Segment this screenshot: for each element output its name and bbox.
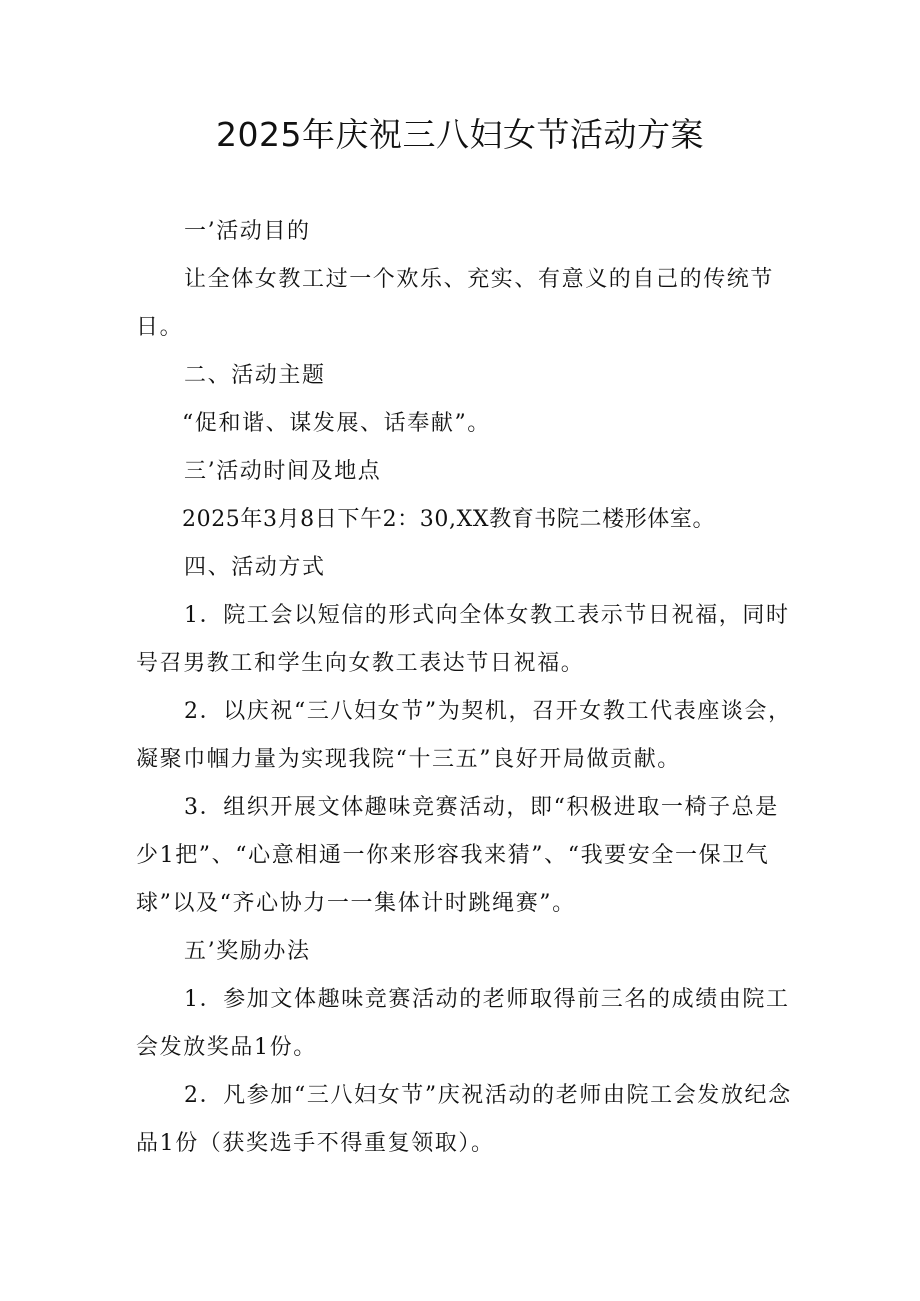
paragraph-time-place: 2025年3月8日下午2：30,XX教育书院二楼形体室。	[182, 507, 716, 532]
paragraph-rewards-2: 2．凡参加“三八妇女节”庆祝活动的老师由院工会发放纪念品1份（获奖选手不得重复领取）。	[136, 1083, 792, 1156]
section-heading-purpose: 一’活动目的	[184, 219, 311, 244]
paragraph-method-1: 1．院工会以短信的形式向全体女教工表示节日祝福，同时号召男教工和学生向女教工表达节日祝福。	[136, 603, 790, 676]
section-heading-time-place: 三’活动时间及地点	[184, 459, 382, 484]
paragraph-rewards-1: 1．参加文体趣味竞赛活动的老师取得前三名的成绩由院工会发放奖品1份。	[136, 987, 790, 1060]
document-title: 2025年庆祝三八妇女节活动方案	[216, 115, 704, 154]
paragraph-method-3: 3．组织开展文体趣味竞赛活动，即“积极进取一椅子总是少1把”、“心意相通一你来形容我来猜”、“我要安全一保卫气球”以及“齐心协力一一集体计时跳绳赛”。	[136, 795, 779, 916]
section-heading-rewards: 五’奖励办法	[184, 939, 311, 964]
section-heading-method: 四、活动方式	[184, 555, 326, 580]
document-body	[136, 208, 800, 1168]
paragraph-purpose: 让全体女教工过一个欢乐、充实、有意义的自己的传统节日。	[136, 267, 775, 340]
paragraph-theme: “促和谐、谋发展、话奉献”。	[182, 411, 491, 436]
paragraph-method-2: 2．以庆祝“三八妇女节”为契机，召开女教工代表座谈会，凝聚巾帼力量为实现我院“十三五”良好开局做贡献。	[136, 699, 792, 772]
section-heading-theme: 二、活动主题	[184, 363, 326, 388]
